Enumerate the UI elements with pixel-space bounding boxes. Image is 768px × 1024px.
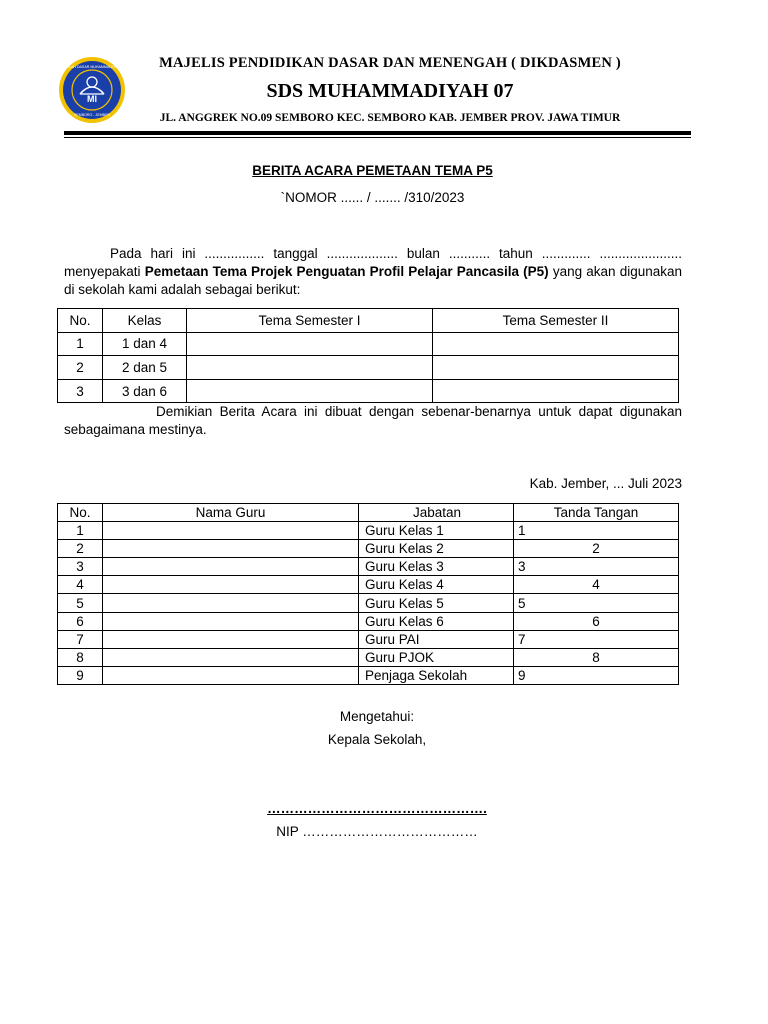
- row-kelas: 3 dan 6: [103, 379, 187, 403]
- school-name: SDS MUHAMMADIYAH 07: [266, 80, 514, 102]
- row-no: 6: [58, 612, 103, 630]
- table-row: [58, 332, 679, 356]
- letterhead-rule-thick: [64, 131, 691, 135]
- table-row: [58, 356, 679, 380]
- row-nama[interactable]: [103, 522, 359, 540]
- principal-name-line: ………………………………………….: [267, 801, 487, 816]
- row-nama[interactable]: [103, 630, 359, 648]
- teacher-table-header: [58, 504, 679, 522]
- table-row: [58, 666, 679, 684]
- row-ttd[interactable]: 8: [514, 648, 679, 666]
- table-row: [58, 612, 679, 630]
- row-jabatan: Guru Kelas 5: [359, 594, 514, 612]
- letterhead-rule-thin: [64, 137, 691, 138]
- row-no: 5: [58, 594, 103, 612]
- closing-paragraph: [64, 403, 682, 439]
- row-no: 1: [58, 522, 103, 540]
- row-no: 7: [58, 630, 103, 648]
- row-kelas: 1 dan 4: [103, 332, 187, 356]
- col-tema-1: Tema Semester I: [187, 309, 433, 333]
- table-row: [58, 576, 679, 594]
- teacher-table: [57, 503, 679, 685]
- acknowledged-label: Mengetahui:: [339, 709, 415, 724]
- row-no: 4: [58, 576, 103, 594]
- date-line: Kab. Jember, ... Juli 2023: [529, 476, 682, 491]
- row-jabatan: Guru Kelas 4: [359, 576, 514, 594]
- row-ttd[interactable]: 5: [514, 594, 679, 612]
- row-jabatan: Guru Kelas 1: [359, 522, 514, 540]
- row-tema-1[interactable]: [187, 356, 433, 380]
- row-jabatan: Guru Kelas 3: [359, 558, 514, 576]
- col-no: No.: [58, 504, 103, 522]
- row-ttd[interactable]: 7: [514, 630, 679, 648]
- logo-bottom-text: SEMBORO - JEMBER: [73, 113, 111, 117]
- row-nama[interactable]: [103, 612, 359, 630]
- row-nama[interactable]: [103, 648, 359, 666]
- row-tema-2[interactable]: [433, 379, 679, 403]
- theme-table: [57, 308, 679, 403]
- row-nama[interactable]: [103, 576, 359, 594]
- table-row: [58, 630, 679, 648]
- table-row: [58, 558, 679, 576]
- row-ttd[interactable]: 9: [514, 666, 679, 684]
- col-tanda-tangan: Tanda Tangan: [514, 504, 679, 522]
- row-jabatan: Guru PJOK: [359, 648, 514, 666]
- org-heading: MAJELIS PENDIDIKAN DASAR DAN MENENGAH ( DIKDASMEN ): [159, 55, 621, 71]
- table-row: [58, 379, 679, 403]
- row-kelas: 2 dan 5: [103, 356, 187, 380]
- row-jabatan: Guru Kelas 6: [359, 612, 514, 630]
- row-ttd[interactable]: 1: [514, 522, 679, 540]
- col-no: No.: [58, 309, 103, 333]
- opening-pre: menyepakati: [64, 264, 145, 279]
- row-tema-2[interactable]: [433, 332, 679, 356]
- row-no: 2: [58, 540, 103, 558]
- row-tema-1[interactable]: [187, 332, 433, 356]
- logo-ring-text: SEKOLAH DASAR MUHAMMADIYAH 07: [58, 65, 126, 69]
- row-nama[interactable]: [103, 558, 359, 576]
- row-no: 9: [58, 666, 103, 684]
- row-jabatan: Guru Kelas 2: [359, 540, 514, 558]
- principal-role: Kepala Sekolah,: [327, 732, 427, 747]
- row-no: 3: [58, 379, 103, 403]
- row-ttd[interactable]: 2: [514, 540, 679, 558]
- closing-text: Demikian Berita Acara ini dibuat dengan sebenar-benarnya untuk dapat digunakan sebagaimana mestinya.: [64, 404, 682, 437]
- table-row: [58, 648, 679, 666]
- col-nama-guru: Nama Guru: [103, 504, 359, 522]
- row-tema-2[interactable]: [433, 356, 679, 380]
- logo-center-text: MI: [87, 94, 97, 104]
- row-no: 2: [58, 356, 103, 380]
- row-tema-1[interactable]: [187, 379, 433, 403]
- row-ttd[interactable]: 6: [514, 612, 679, 630]
- document-title: BERITA ACARA PEMETAAN TEMA P5: [252, 163, 493, 178]
- school-address: JL. ANGGREK NO.09 SEMBORO KEC. SEMBORO KAB. JEMBER PROV. JAWA TIMUR: [159, 112, 621, 124]
- school-logo: [58, 56, 126, 124]
- col-tema-2: Tema Semester II: [433, 309, 679, 333]
- table-row: [58, 594, 679, 612]
- row-ttd[interactable]: 3: [514, 558, 679, 576]
- opening-bold: Pemetaan Tema Projek Penguatan Profil Pelajar Pancasila (P5): [144, 264, 549, 279]
- row-ttd[interactable]: 4: [514, 576, 679, 594]
- row-no: 3: [58, 558, 103, 576]
- opening-paragraph: [64, 245, 682, 299]
- row-nama[interactable]: [103, 594, 359, 612]
- row-no: 1: [58, 332, 103, 356]
- table-row: [58, 540, 679, 558]
- table-row: [58, 522, 679, 540]
- col-kelas: Kelas: [103, 309, 187, 333]
- principal-nip: NIP …………………………………: [276, 824, 478, 839]
- row-no: 8: [58, 648, 103, 666]
- theme-table-header: [58, 309, 679, 333]
- document-number: `NOMOR ...... / ....... /310/2023: [280, 190, 465, 205]
- opening-line: Pada hari ini ................ tanggal ................... bulan ........... tahun ............. ......................: [110, 246, 682, 261]
- row-nama[interactable]: [103, 540, 359, 558]
- col-jabatan: Jabatan: [359, 504, 514, 522]
- row-nama[interactable]: [103, 666, 359, 684]
- row-jabatan: Guru PAI: [359, 630, 514, 648]
- row-jabatan: Penjaga Sekolah: [359, 666, 514, 684]
- opening-post: yang akan digunakan di sekolah kami adalah sebagai berikut:: [64, 264, 682, 297]
